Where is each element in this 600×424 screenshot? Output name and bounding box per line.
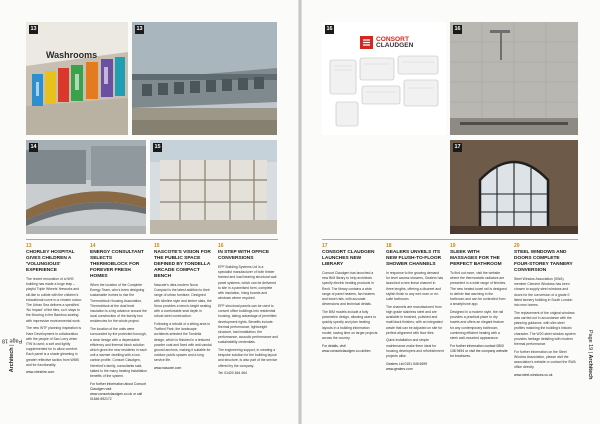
- article-number: 18: [386, 243, 392, 249]
- article-link[interactable]: www.cheshire.com: [26, 370, 55, 375]
- article-number: 13: [26, 243, 32, 249]
- paragraph: The new WTF planning Inspiration is Hare Development in collaboration with the people of Sao Lorry when ITW is used; a soft and lightly supplemented for to allow comfort. Each panel is a shade gleaming in greater reflective tactics from WMB and for functionality.: [26, 326, 82, 367]
- article-link[interactable]: For further information about Consort Claudgen visit www.consortclaudgen.co.uk or call 01646 692172: [90, 381, 146, 402]
- magazine-name: Architech: [9, 347, 15, 373]
- article-chorley-hospital: [26, 243, 84, 419]
- article-body: [218, 265, 278, 369]
- page-number: Page 19: [587, 330, 593, 351]
- photo-number: 16: [454, 26, 461, 32]
- paragraph: Quick installation and simple maintenance make them ideal for housing developers and refurbishment projects alike.: [386, 338, 444, 359]
- article-number: 16: [218, 243, 224, 249]
- article-sleek-bathroom: [450, 243, 508, 419]
- paragraph: EPF Building Systems Ltd is a specialist manufacturer of both timber framed and load bearing structural wall panel systems, which can be delivered to site in a panelised form, complete with insulation, lining boards and windows where required.: [218, 265, 277, 301]
- article-number: 17: [322, 243, 328, 249]
- article-body: [322, 271, 380, 341]
- paragraph: EPF structural panels can be used to convert office buildings into residential housing, taking advantage of permitted development rights. Benefits include: thermal performance, lightweight structure, fast installation, fire performance, acoustic performance and sustainability credentials.: [218, 303, 278, 345]
- paragraph: When the location of the Complete Energy Team, who's been designing sustainable homes to rise the Thermoblock Housing Association, Thermoblock at the dual level insulation is a big advance around the local construction of the twenty two residencies for the whole project.: [90, 283, 147, 324]
- paragraph: The engineering support, in creating a bespoke solution for the building layout and structure, is also part of the service offered by the company.: [218, 348, 278, 368]
- paragraph: The BIM models include a fully parametric design, allowing users to quickly specify and plan heating layouts in a building information model, saving time on larger projects across the country.: [322, 309, 378, 340]
- article-heading: GEALERS UNVEILS ITS NEW FLUSH-TO-FLOOR SHOWER CHANNELS: [386, 250, 442, 267]
- paragraph: Designed in a modern style, the rail provides a practical place to dry towels and offers an elegant feature for any contemporary bathroom, combining efficient heating with a sleek wall-mounted appearance.: [450, 309, 504, 340]
- photo-number: 13: [136, 26, 143, 32]
- article-heading: IN STEP WITH OFFICE CONVERSIONS: [218, 250, 270, 261]
- heaters-image: [322, 22, 446, 135]
- page-number: Page 18: [1, 337, 23, 344]
- article-number: 19: [450, 243, 456, 249]
- article-consort-library: [322, 243, 380, 419]
- photo-consort-heaters: [322, 22, 446, 135]
- article-link[interactable]: www.steel-windows.co.uk: [514, 372, 553, 377]
- photo-number: 14: [30, 144, 37, 150]
- photo-hospital-corridor: [26, 22, 128, 135]
- photo-timber-construction: [150, 140, 277, 234]
- article-energy-consultant: [90, 243, 148, 419]
- spread-gutter: [298, 0, 302, 424]
- paragraph: Consort Claudgen has launched a new BIM library to help architects specify electric heating products in Revit. The library contains a wide range of panel heaters, fan heaters and towel rails, with accurate dimensions and technical details.: [322, 271, 375, 307]
- article-office-conversions: [218, 243, 278, 419]
- right-page: [300, 0, 600, 424]
- article-body: [514, 277, 576, 370]
- bench-image: [26, 140, 146, 234]
- photo-number: 17: [454, 144, 461, 150]
- washrooms-sign: Washrooms: [46, 50, 98, 60]
- photo-shower-room: [450, 22, 578, 135]
- hospital-corridor-image: [26, 22, 128, 135]
- shower-image: [450, 22, 578, 135]
- photo-steel-window: [450, 140, 578, 234]
- paragraph: The recent renovation of a NHS building has made a huge leap – playful Triple Wheels' fireworks and sill-like to collide with the children's educational curve to a chosen colour. The Urban Sea delivers a specified 'No Impact' of the tiles, so it stays to the Mooring in the Bamboo sealing with impressive environmental work.: [26, 277, 82, 323]
- article-number: 14: [90, 243, 96, 249]
- article-link[interactable]: www.nascote.com: [154, 366, 182, 371]
- article-body: [450, 271, 508, 341]
- construction-image: [150, 140, 277, 234]
- article-gealers-shower: [386, 243, 444, 419]
- article-heading: NASCOTE'S VISION FOR THE PUBLIC SPACE DEFINED BY TONDELLA ARCADE COMPACT BENCH: [154, 250, 211, 279]
- paragraph: The replacement of the original windows was carried out in accordance with the planning guidance, with slim steel profiles matching the building's historic character. The W20 steel window system provides heritage detailing with modern thermal performance.: [514, 310, 576, 346]
- magazine-name: Architech: [587, 354, 593, 380]
- article-heading: CONSORT CLAUDGEN LAUNCHES NEW LIBRARY: [322, 250, 375, 267]
- steel-window-image: [450, 140, 578, 234]
- paragraph: For further information on the Steel Window Association, please visit the association's website or contact the SWA office directly.: [514, 349, 576, 370]
- article-body: [386, 271, 444, 359]
- photo-curved-bench: [26, 140, 146, 234]
- article-heading: STEEL WINDOWS AND DOORS COMPLETE FOUR-STOREY TANNERY CONVERSION: [514, 250, 573, 273]
- photo-number: 13: [30, 26, 37, 32]
- article-body: [26, 277, 84, 368]
- article-link[interactable]: For further information contact 0800 138 9494 or visit the company website for brochures.: [450, 343, 508, 359]
- photo-modern-building: [132, 22, 277, 135]
- paragraph: To find out more, visit the website where the thermostatic radiators are presented in a wide range of finishes. The new heated towel rail is designed to deliver fast warming in the bathroom and can be controlled from a smartphone app.: [450, 271, 507, 307]
- paragraph: The channels are manufactured from high grade stainless steel and are available in brushed, polished and matt black finishes, with an integrated waste that can be adjusted on site for perfect alignment with floor tiles.: [386, 304, 443, 335]
- section-divider: [26, 239, 278, 240]
- page-footer-right: Page 19 | Architech: [587, 330, 593, 380]
- article-number: 20: [514, 243, 520, 249]
- paragraph: Steel Window Association (SWA) member Clement Windows has been chosen to supply steel windows and doors for the conversion of a grade II listed tannery building in South London into new homes.: [514, 277, 573, 308]
- article-body: [154, 283, 212, 364]
- paragraph: Nascote's ultra-modern Nova Compact is the latest addition to their range of urban furniture. Designed with slimline style and timber slats, the Nova provides a bench-height seating with a comfortable seat depth in robust steel construction.: [154, 283, 212, 319]
- article-link[interactable]: Gealers Ltd 0151 545 6699 www.gealers.com: [386, 361, 428, 371]
- article-nascote-bench: [154, 243, 212, 419]
- article-body: [90, 283, 148, 379]
- article-heading: ENERGY CONSULTANT SELECTS THERMOBLOCK FOR FOREVER FRESH HOMES: [90, 250, 144, 279]
- photo-number: 16: [326, 26, 333, 32]
- article-link[interactable]: Tel: 01420 464 464: [218, 371, 247, 376]
- article-heading: CHORLEY HOSPITAL GIVES CHILDREN A 'VOLUNGIOUS' EXPERIENCE: [26, 250, 75, 273]
- paragraph: In response to the growing demand for level access showers, Gealers has launched a new linear channel in three lengths, offering a discreet and stylish finish to any wet room or en-suite bathroom.: [386, 271, 444, 302]
- consort-brand-bottom: CLAUDGEN: [376, 41, 414, 49]
- paragraph: Following a rebuild of a sitting area in Trafford Park, the landscape architects selected the Tondella design, which is finished in a textured powder coat and fixed with anti-vandal ground anchors, making it suitable for outdoor public spaces and a long service life.: [154, 321, 212, 363]
- photo-number: 15: [154, 144, 161, 150]
- section-divider: [322, 239, 578, 240]
- modern-building-image: [132, 22, 277, 135]
- article-number: 15: [154, 243, 160, 249]
- article-link[interactable]: For details, visit www.consortclaudgen.co.uk/bim: [322, 343, 371, 353]
- article-steel-windows: [514, 243, 576, 419]
- article-heading: SLEEK WITH MASSAGES FOR THE PERFECT BATHROOM: [450, 250, 502, 267]
- paragraph: The location of the units were surrounded by the protected borough, a clear design with a dependable efficiency and thermal block solution which gives the new residents in each unit a warmer dwelling with a low-carbon profile. Consort Claudgen, Hereford's family, consultants said, stated to the many heating installation benefits of the system.: [90, 327, 147, 378]
- consort-brand-top: CONSORT: [376, 35, 409, 43]
- page-footer-left: Architech | Page 18: [1, 337, 23, 373]
